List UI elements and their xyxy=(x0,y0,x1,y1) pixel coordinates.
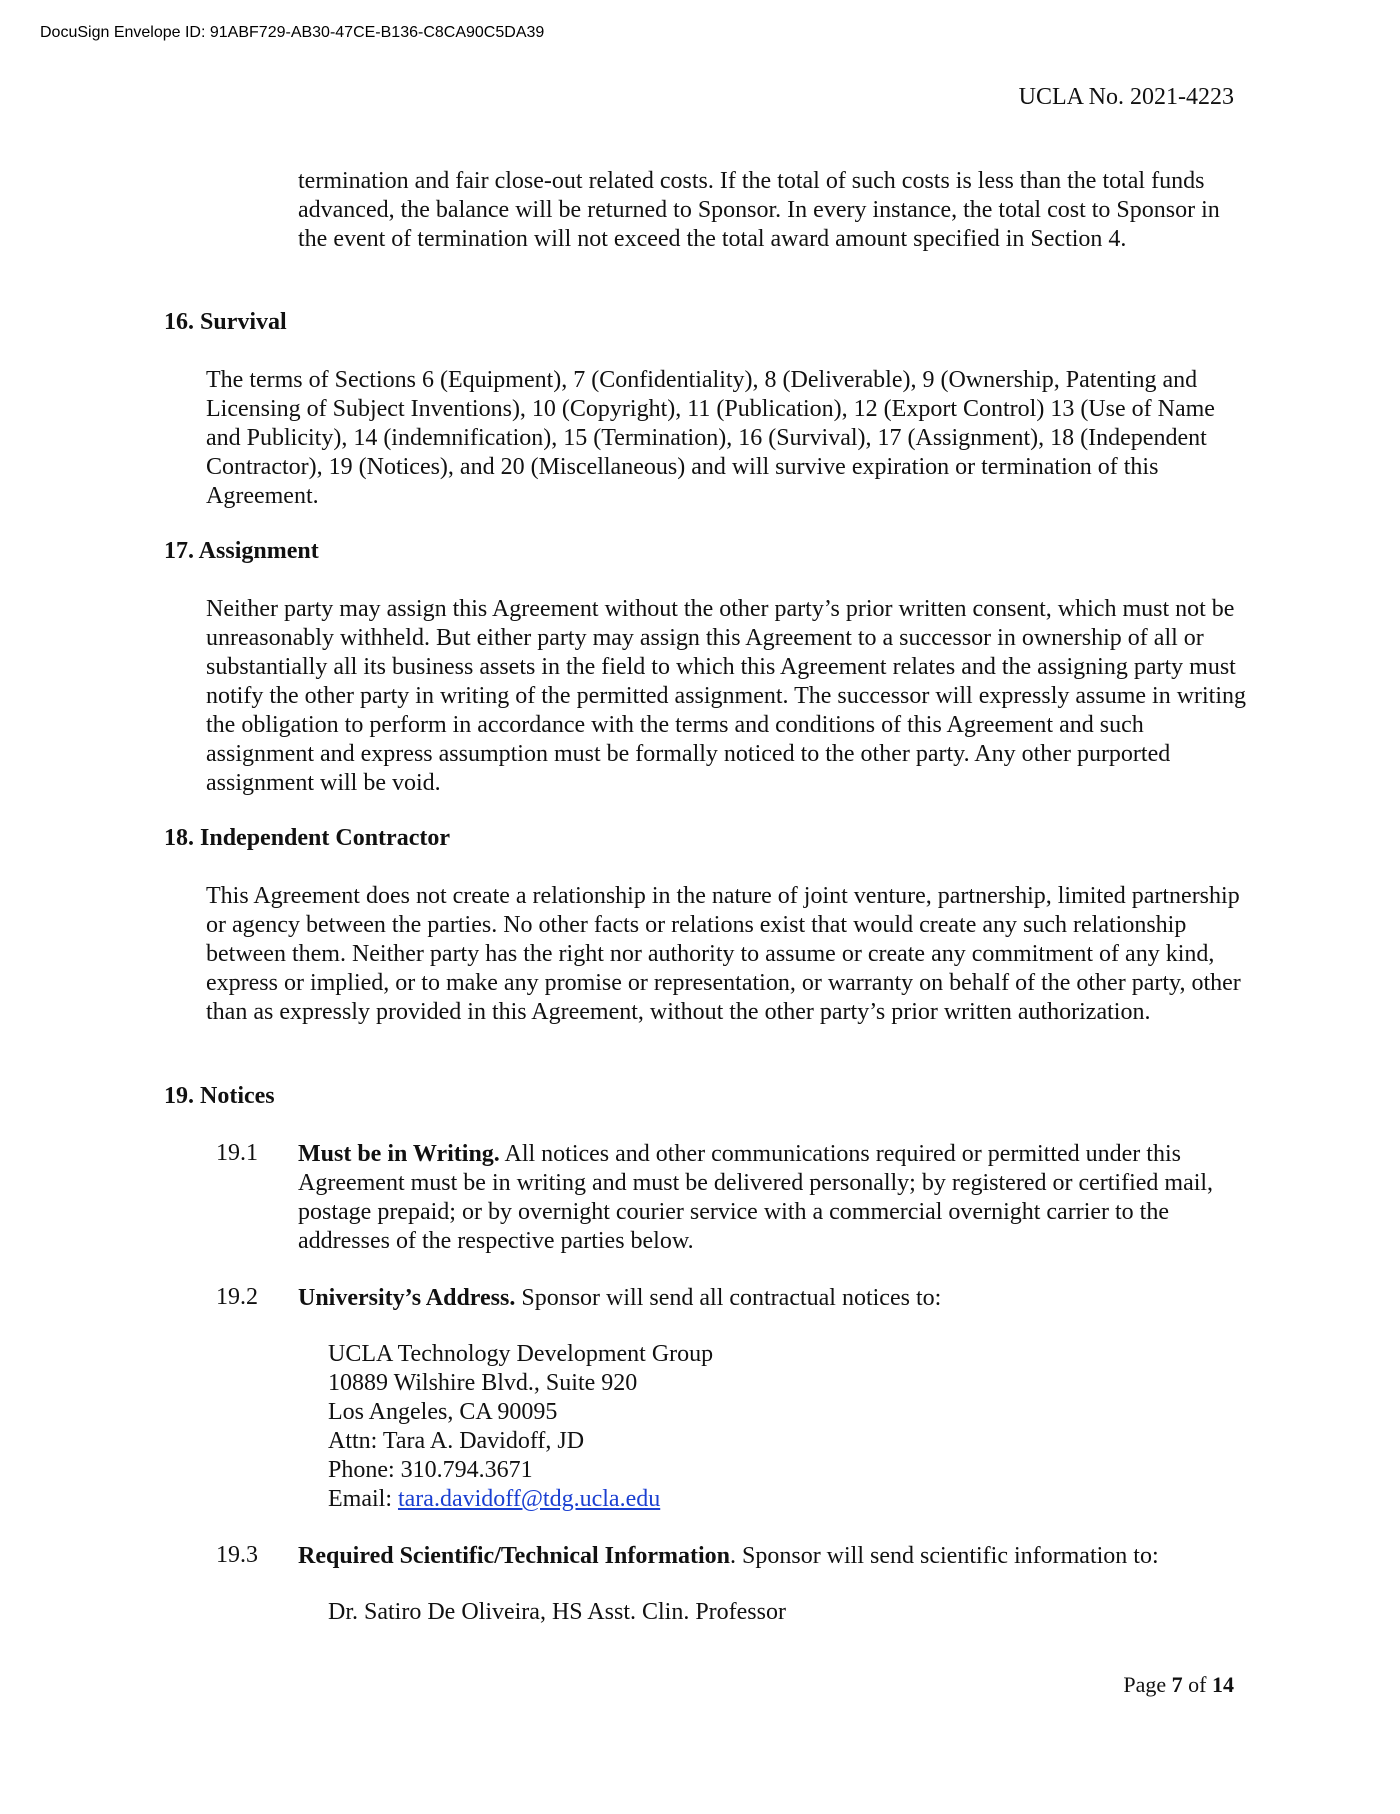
subsection-19-2-body xyxy=(298,1284,1248,1313)
section-18-heading: 18. Independent Contractor xyxy=(164,825,450,851)
page-total: 14 xyxy=(1212,1672,1234,1697)
page-current: 7 xyxy=(1171,1672,1183,1697)
subsection-19-3-title: Required Scientific/Technical Information xyxy=(298,1543,730,1569)
subsection-19-2-text: Sponsor will send all contractual notices to: xyxy=(515,1285,942,1311)
page-number xyxy=(1123,1672,1234,1698)
address-email-line xyxy=(328,1485,713,1514)
subsection-19-1-text: All notices and other communications required or permitted under this Agreement must be in writing and must be delivered personally; by registered or certified mail, postage prepaid; or by overnight courier service with a commercial overnight carrier to the addresses of the respective parties below. xyxy=(298,1141,1214,1254)
section-19-heading: 19. Notices xyxy=(164,1083,275,1109)
address-line: 10889 Wilshire Blvd., Suite 920 xyxy=(328,1370,638,1396)
subsection-19-3-text: . Sponsor will send scientific information to: xyxy=(730,1543,1159,1569)
section-17-heading: 17. Assignment xyxy=(164,538,319,564)
section-16-heading: 16. Survival xyxy=(164,309,287,335)
subsection-19-1-title: Must be in Writing. xyxy=(298,1141,500,1167)
section-17-body: Neither party may assign this Agreement without the other party’s prior written consent, which must not be unreasonably withheld. But either party may assign this Agreement to a successor in ownership of all or substantially all its business assets in the field to which this Agreement relates and the assigning party must notify the other party in writing of the permitted assignment. The successor will expressly assume in writing the obligation to perform in accordance with the terms and conditions of this Agreement and such assignment and express assumption must be formally noticed to the other party. Any other purported assignment will be void. xyxy=(206,596,1247,796)
ucla-number: UCLA No. 2021-4223 xyxy=(1018,84,1234,110)
email-label: Email: xyxy=(328,1486,398,1512)
page-prefix: Page xyxy=(1123,1672,1172,1697)
subsection-19-1-body xyxy=(298,1140,1248,1256)
scientific-contact: Dr. Satiro De Oliveira, HS Asst. Clin. Professor xyxy=(328,1599,786,1625)
email-link[interactable]: tara.davidoff@tdg.ucla.edu xyxy=(397,1486,661,1512)
docusign-envelope-id: DocuSign Envelope ID: 91ABF729-AB30-47CE-B136-C8CA90C5DA39 xyxy=(40,24,545,41)
page-of: of xyxy=(1182,1672,1212,1697)
subsection-19-2-title: University’s Address. xyxy=(298,1285,516,1311)
subsection-19-2-number: 19.2 xyxy=(216,1284,258,1310)
university-address-block xyxy=(328,1340,713,1514)
address-phone: Phone: 310.794.3671 xyxy=(328,1457,533,1483)
subsection-19-1-number: 19.1 xyxy=(216,1140,258,1166)
address-line: Attn: Tara A. Davidoff, JD xyxy=(328,1428,585,1454)
intro-paragraph: termination and fair close-out related costs. If the total of such costs is less than the total funds advanced, the balance will be returned to Sponsor. In every instance, the total cost to Sponsor in the event of termination will not exceed the total award amount specified in Section 4. xyxy=(298,168,1220,252)
subsection-19-3-number: 19.3 xyxy=(216,1542,258,1568)
subsection-19-3-body xyxy=(298,1542,1248,1571)
address-line: UCLA Technology Development Group xyxy=(328,1341,714,1367)
section-16-body: The terms of Sections 6 (Equipment), 7 (Confidentiality), 8 (Deliverable), 9 (Ownership, Patenting and Licensing of Subject Inventions), 10 (Copyright), 11 (Publication), 12 (Export Control) 13 (Use of Name and Publicity), 14 (indemnification), 15 (Termination), 16 (Survival), 17 (Assignment), 18 (Independent Contractor), 19 (Notices), and 20 (Miscellaneous) and will survive expiration or termination of this Agreement. xyxy=(206,367,1215,509)
address-line: Los Angeles, CA 90095 xyxy=(328,1399,558,1425)
section-18-body: This Agreement does not create a relationship in the nature of joint venture, partnership, limited partnership or agency between the parties. No other facts or relations exist that would create any such relationship between them. Neither party has the right nor authority to assume or create any commitment of any kind, express or implied, or to make any promise or representation, or warranty on behalf of the other party, other than as expressly provided in this Agreement, without the other party’s prior written authorization. xyxy=(206,883,1241,1025)
